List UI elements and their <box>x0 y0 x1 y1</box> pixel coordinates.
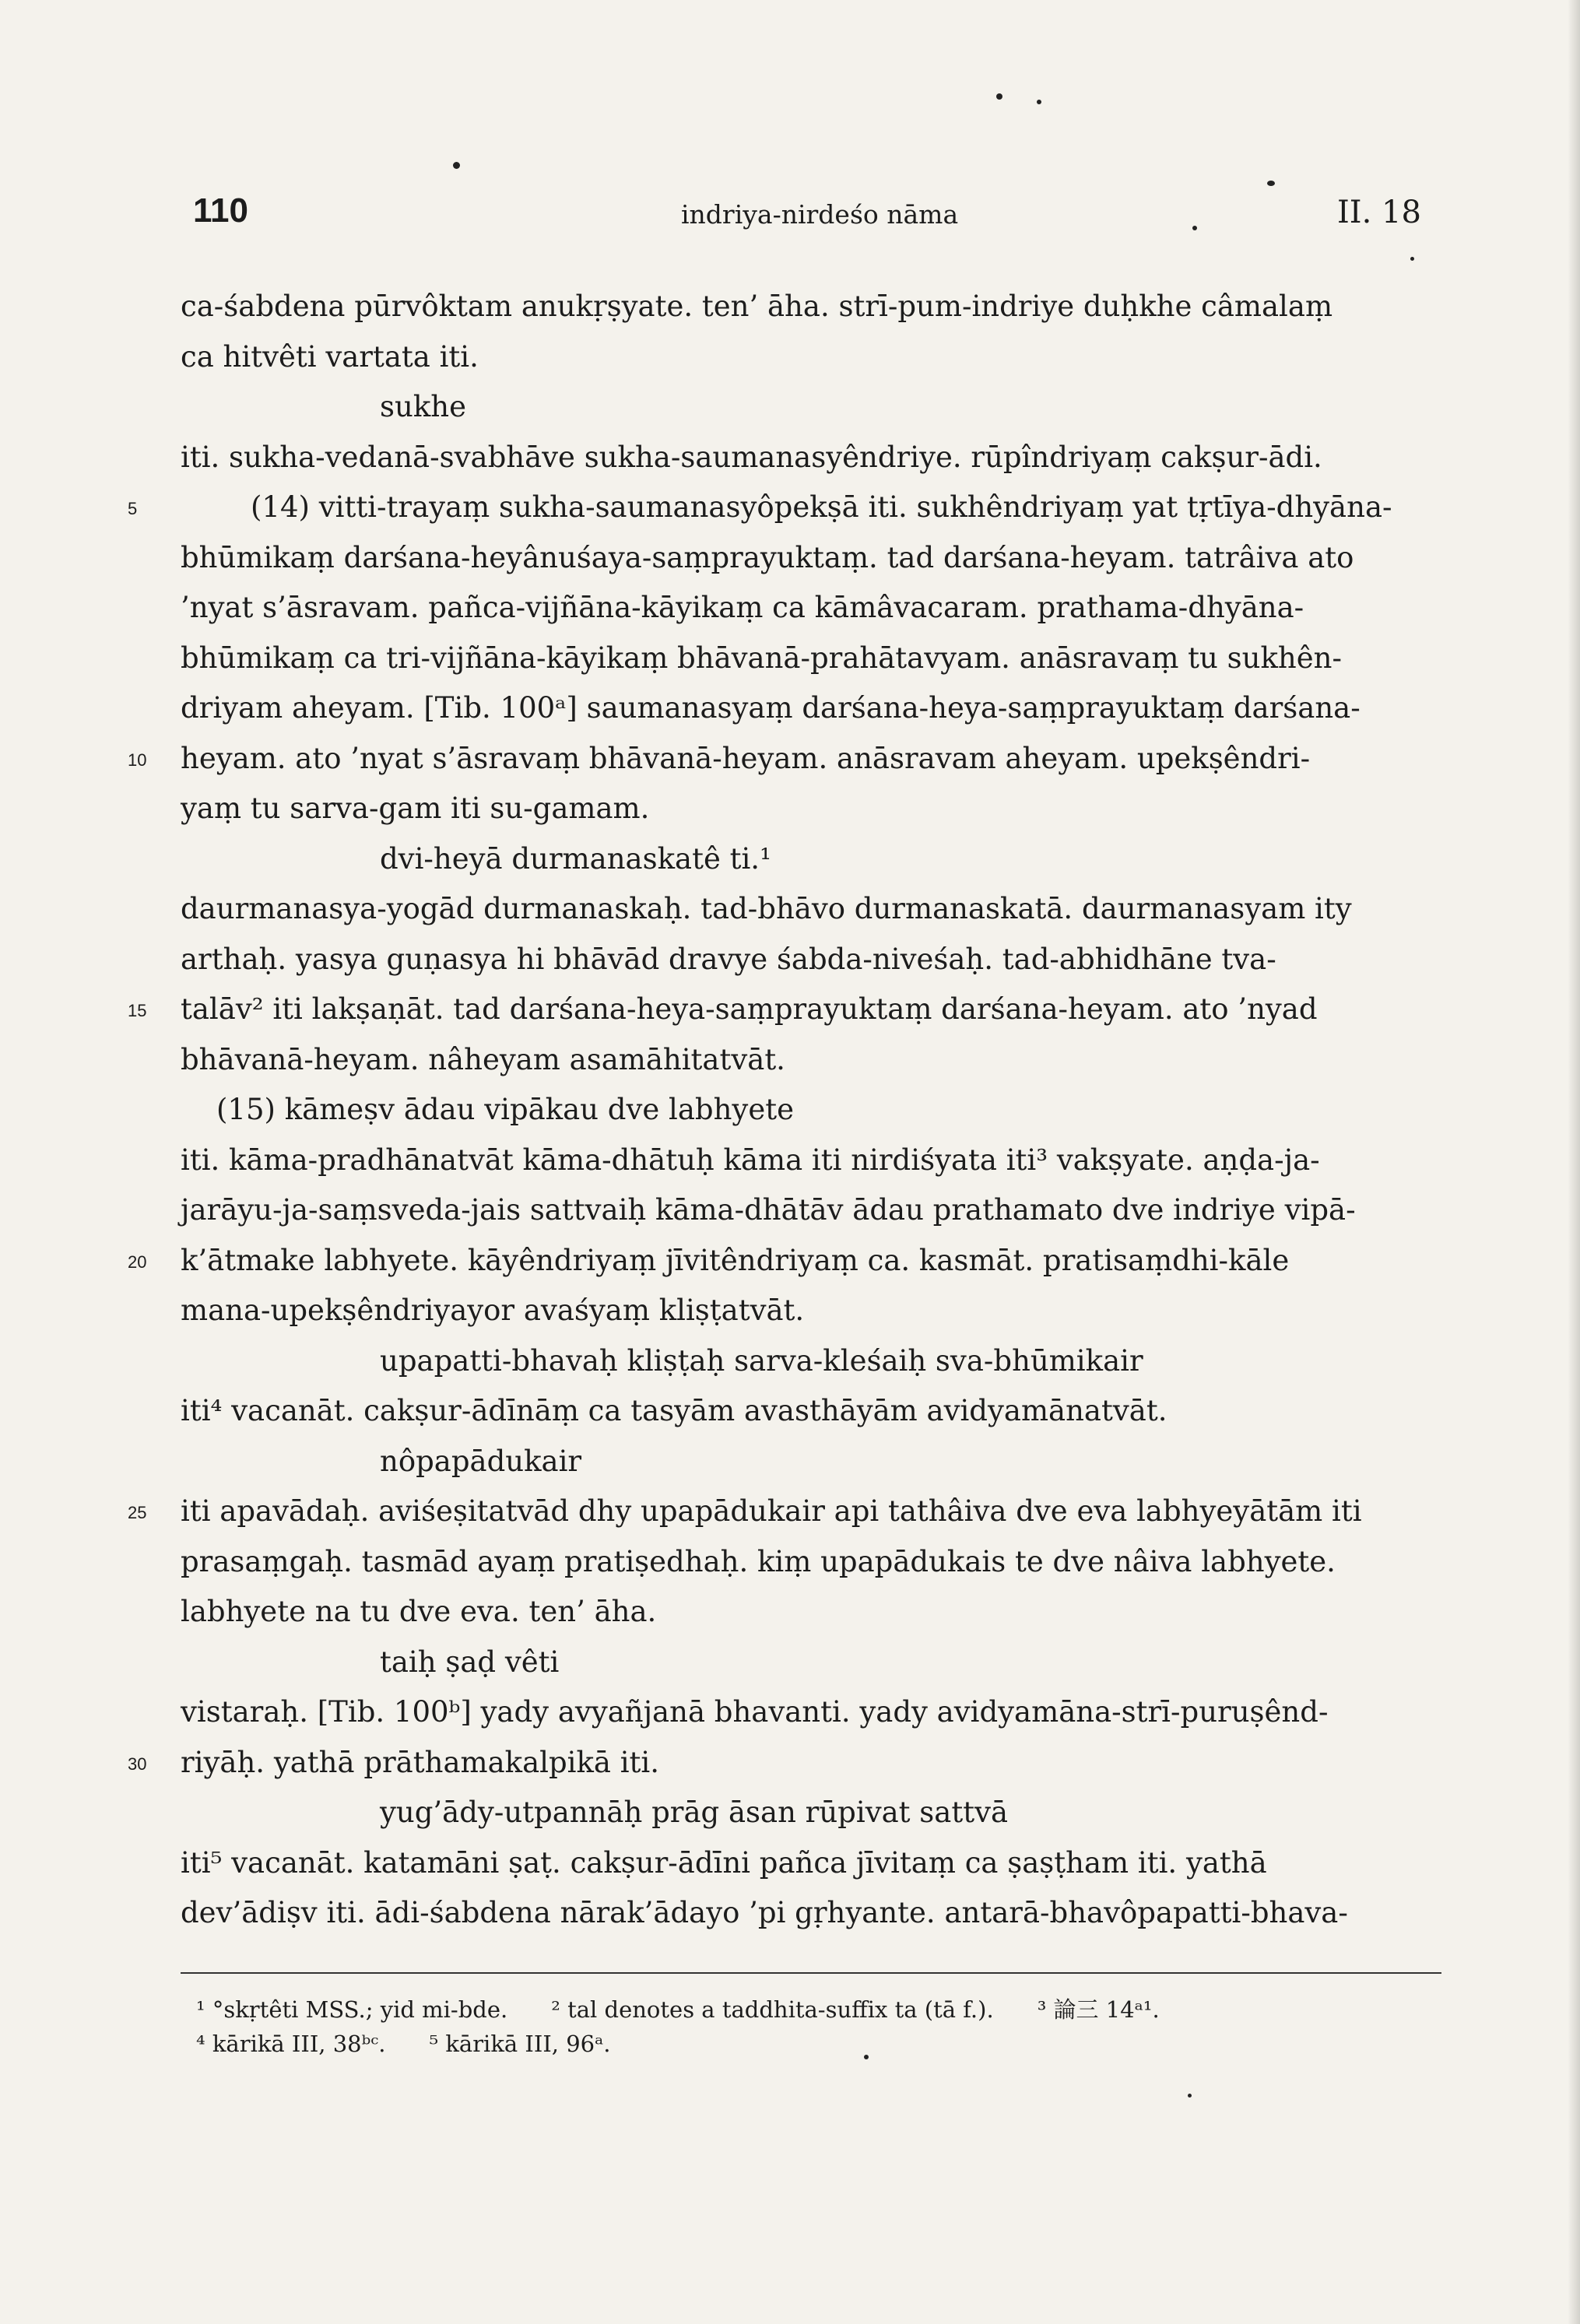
line-text: iti. kāma-pradhānatvāt kāma-dhātuḥ kāma iti nirdiśyata iti³ vakṣyate. aṇḍa-ja- <box>181 1143 1320 1177</box>
line-text: taiḥ ṣaḍ vêti <box>380 1645 560 1679</box>
section-number: II. 18 <box>1337 195 1421 230</box>
text-line <box>181 332 1441 383</box>
line-text: nôpapādukair <box>380 1444 582 1478</box>
line-text: jarāyu-ja-saṃsveda-jais sattvaiḥ kāma-dhātāv ādau prathamato dve indriye vipā- <box>181 1193 1356 1227</box>
text-line <box>181 1537 1441 1588</box>
line-text: k’ātmake labhyete. kāyêndriyaṃ jīvitêndriyaṃ ca. kasmāt. pratisaṃdhi-kāle <box>181 1243 1290 1277</box>
line-text: dev’ādiṣv iti. ādi-śabdena nārak’ādayo ’pi gṛhyante. antarā-bhavôpapatti-bhava- <box>181 1896 1348 1929</box>
line-text: labhyete na tu dve eva. ten’ āha. <box>181 1595 657 1628</box>
text-line <box>181 1035 1441 1086</box>
verse-line <box>181 1638 1441 1688</box>
text-line <box>181 433 1441 483</box>
text-line <box>181 1185 1441 1236</box>
paper-speck <box>864 2055 869 2059</box>
line-number: 30 <box>128 1754 147 1774</box>
footnote: ⁴ kārikā III, 38ᵇᶜ. <box>196 2031 386 2057</box>
text-line <box>181 282 1441 332</box>
text-line <box>181 1085 1441 1136</box>
line-number: 15 <box>128 1001 147 1020</box>
page-number: 110 <box>193 191 248 230</box>
paper-speck <box>1037 100 1041 104</box>
footnote-rule <box>181 1972 1441 1974</box>
paper-edge-shadow <box>1568 0 1580 2324</box>
paper-speck <box>1410 257 1414 261</box>
line-text: (15) kāmeṣv ādau vipākau dve labhyete <box>216 1093 794 1126</box>
main-text <box>128 282 1441 1939</box>
footnote-line <box>196 1992 1203 2027</box>
line-text: iti⁵ vacanāt. katamāni ṣaṭ. cakṣur-ādīni pañca jīvitaṃ ca ṣaṣṭham iti. yathā <box>181 1845 1267 1880</box>
line-number: 10 <box>128 750 147 770</box>
text-line <box>128 1738 1441 1789</box>
line-text: sukhe <box>380 390 466 423</box>
line-text: prasaṃgaḥ. tasmād ayaṃ pratiṣedhaḥ. kiṃ upapādukais te dve nâiva labhyete. <box>181 1544 1336 1578</box>
page-header <box>0 191 1580 246</box>
line-text: iti⁴ vacanāt. cakṣur-ādīnāṃ ca tasyām avasthāyām avidyamānatvāt. <box>181 1394 1167 1427</box>
footnote-line <box>196 2027 1203 2061</box>
text-line <box>181 683 1441 734</box>
line-number: 5 <box>128 499 138 518</box>
line-text: bhāvanā-heyam. nâheyam asamāhitatvāt. <box>181 1042 785 1076</box>
line-text: ca-śabdena pūrvôktam anukṛṣyate. ten’ āha. strī-pum-indriye duḥkhe câmalaṃ <box>181 290 1333 323</box>
text-line <box>181 1587 1441 1638</box>
line-text: iti. sukha-vedanā-svabhāve sukha-saumanasyêndriye. rūpîndriyaṃ cakṣur-ādi. <box>181 440 1322 474</box>
verse-line <box>181 834 1441 885</box>
verse-line <box>181 1437 1441 1487</box>
text-line <box>181 1687 1441 1738</box>
text-line <box>181 1286 1441 1336</box>
text-line <box>128 985 1441 1035</box>
text-line <box>181 1888 1441 1939</box>
text-line <box>181 1136 1441 1186</box>
line-number: 20 <box>128 1252 147 1272</box>
line-text: bhūmikaṃ ca tri-vijñāna-kāyikaṃ bhāvanā-prahātavyam. anāsravaṃ tu sukhên- <box>181 641 1342 675</box>
line-text: yaṃ tu sarva-gam iti su-gamam. <box>181 792 650 825</box>
line-text: riyāḥ. yathā prāthamakalpikā iti. <box>181 1745 660 1779</box>
line-text: upapatti-bhavaḥ kliṣṭaḥ sarva-kleśaiḥ sva-bhūmikair <box>380 1343 1143 1378</box>
verse-line <box>181 1788 1441 1838</box>
text-line <box>181 634 1441 684</box>
paper-speck <box>453 162 460 169</box>
line-text: (14) vitti-trayaṃ sukha-saumanasyôpekṣā iti. sukhêndriyaṃ yat tṛtīya-dhyāna- <box>251 490 1392 524</box>
footnote: ⁵ kārikā III, 96ᵃ. <box>429 2031 611 2057</box>
footnote: ³ 論三 14ᵃ¹. <box>1037 1996 1160 2023</box>
text-line <box>128 1487 1441 1537</box>
line-text: talāv² iti lakṣaṇāt. tad darśana-heya-saṃprayuktaṃ darśana-heyam. ato ’nyad <box>181 992 1318 1026</box>
line-number: 25 <box>128 1503 147 1522</box>
line-text: mana-upekṣêndriyayor avaśyaṃ kliṣṭatvāt. <box>181 1294 805 1327</box>
text-line <box>181 935 1441 985</box>
paper-speck <box>1192 226 1197 230</box>
text-line <box>128 483 1441 533</box>
text-line <box>181 583 1441 634</box>
line-text: ’nyat s’āsravam. pañca-vijñāna-kāyikaṃ ca kāmâvacaram. prathama-dhyāna- <box>181 591 1304 624</box>
text-line <box>128 734 1441 785</box>
line-text: dvi-heyā durmanaskatê ti.¹ <box>380 841 771 876</box>
paper-speck <box>996 93 1002 100</box>
verse-line <box>181 1336 1441 1387</box>
text-line <box>181 1838 1441 1889</box>
paper-speck <box>1267 181 1275 186</box>
text-line <box>181 533 1441 584</box>
text-line <box>181 784 1441 834</box>
line-text: iti apavādaḥ. aviśeṣitatvād dhy upapādukair api tathâiva dve eva labhyeyātām iti <box>181 1494 1362 1528</box>
line-text: heyam. ato ’nyat s’āsravaṃ bhāvanā-heyam. anāsravam aheyam. upekṣêndri- <box>181 741 1311 775</box>
line-text: daurmanasya-yogād durmanaskaḥ. tad-bhāvo durmanaskatā. daurmanasyam ity <box>181 892 1352 925</box>
line-text: bhūmikaṃ darśana-heyânuśaya-saṃprayuktaṃ. tad darśana-heyam. tatrâiva ato <box>181 540 1354 574</box>
line-text: vistaraḥ. [Tib. 100ᵇ] yady avyañjanā bhavanti. yady avidyamāna-strī-puruṣênd- <box>181 1695 1329 1729</box>
running-head: indriya-nirdeśo nāma <box>681 199 959 230</box>
text-line <box>181 884 1441 935</box>
text-line <box>128 1236 1441 1287</box>
footnotes <box>196 1992 1203 2061</box>
footnote: ¹ °skṛtêti MSS.; yid mi-bde. <box>196 1996 508 2023</box>
line-text: arthaḥ. yasya guṇasya hi bhāvād dravye śabda-niveśaḥ. tad-abhidhāne tva- <box>181 942 1276 976</box>
text-line <box>181 1386 1441 1437</box>
line-text: ca hitvêti vartata iti. <box>181 339 479 374</box>
line-text: yug’ādy-utpannāḥ prāg āsan rūpivat sattvā <box>380 1796 1009 1829</box>
paper-speck <box>1188 2094 1192 2098</box>
verse-line <box>181 382 1441 433</box>
line-text: driyam aheyam. [Tib. 100ᵃ] saumanasyaṃ darśana-heya-saṃprayuktaṃ darśana- <box>181 691 1361 725</box>
footnote: ² tal denotes a taddhita-suffix ta (tā f.). <box>551 1996 994 2023</box>
